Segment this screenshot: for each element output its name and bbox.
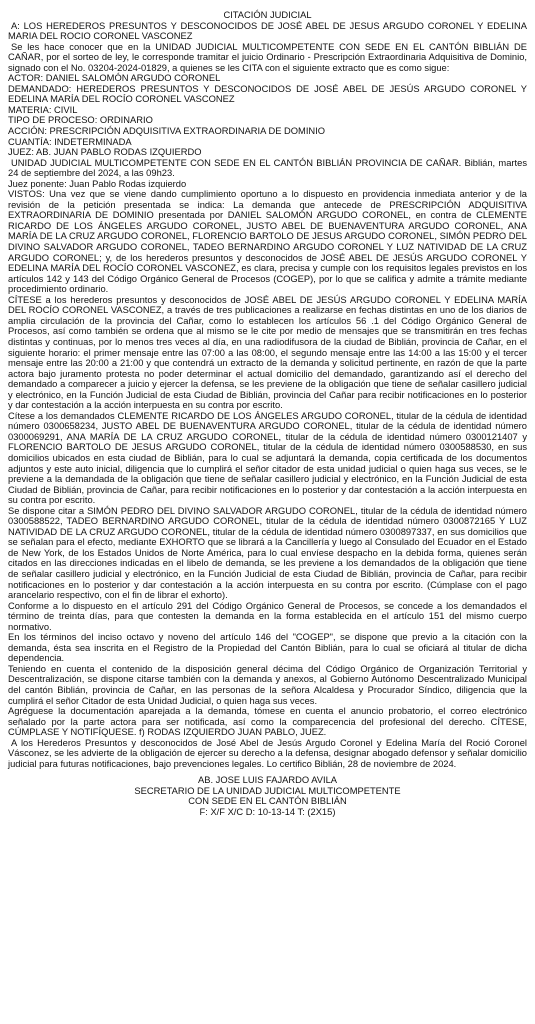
field-tipo-proceso: TIPO DE PROCESO: ORDINARIO <box>8 115 153 126</box>
notice-addressee: A: LOS HEREDEROS PRESUNTOS Y DESCONOCIDOS DE JOSÉ ABEL DE JESUS ARGUDO CORONEL Y EDELINA MARIA DEL ROCIO CORONEL VASCONEZ <box>8 20 527 42</box>
signature-role: SECRETARIO DE LA UNIDAD JUDICIAL MULTICOMPETENTE <box>134 785 401 796</box>
signature-code: F: X/F X/C D: 10-13-14 T: (2X15) <box>199 807 336 818</box>
field-actor: ACTOR: DANIEL SALOMÓN ARGUDO CORONEL <box>8 73 221 84</box>
field-demandado: DEMANDADO: HEREDEROS PRESUNTOS Y DESCONOCIDOS DE JOSÉ ABEL DE JESÚS ARGUDO CORONEL Y EDELINA MARÍA DEL ROCÍO CORONEL VASCONEZ <box>8 83 527 105</box>
field-materia: MATERIA: CIVIL <box>8 104 78 115</box>
signature-block <box>8 775 527 817</box>
paragraph-vistos: VISTOS: Una vez que se viene dando cumplimiento oportuno a lo dispuesto en providencia inmediata anterior y de la revisión de la petición presentada se indica: La demanda que antecede de PRESCRIPCIÓN ADQUISITIVA EXTRAORDINARIA DE DOMINIO presentada por DANIEL SALOMÓN ARGUDO CORONEL, en contra de CLEMENTE RICARDO DE LOS ÁNGELES ARGUDO CORONEL, JUSTO ABEL DE BUENAVENTURA ARGUDO CORONEL, ANA MARÍA DE LA CRUZ ARGUDO CORONEL, FLORENCIO BARTOLO DE JESUS ARGUDO CORONEL, SIMÓN PEDRO DEL DIVINO SALVADOR ARGUDO CORONEL, TADEO BERNARDINO ARGUDO CORONEL Y LUZ NATIVIDAD DE LA CRUZ ARGUDO CORONEL; y, de los herederos presuntos y desconocidos de JOSÉ ABEL DE JESÚS ARGUDO CORONEL Y EDELINA MARÍA DEL ROCÍO CORONEL VASCONEZ, es clara, precisa y cumple con los requisitos legales previstos en los artículos 142 y 143 del Código Orgánico General de Procesos (COGEP), por lo que se califica y admite a trámite mediante procedimiento ordinario. <box>8 189 527 295</box>
field-cuantia: CUANTÍA: INDETERMINADA <box>8 136 132 147</box>
signature-seat: CON SEDE EN EL CANTÓN BIBLIÁN <box>188 796 347 807</box>
paragraph-citese-herederos: CÍTESE a los herederos presuntos y desconocidos de JOSÉ ABEL DE JESÚS ARGUDO CORONEL Y EDELINA MARÍA DEL ROCÍO CORONEL VASCONEZ, a través de tres publicaciones a realizarse en fechas distintas en uno de los diarios de amplia circulación de la provincia del Cañar, como lo establecen los artículos 56 .1 del Código Orgánico General de Procesos, así como también se ordena que al mismo se le cite por medio de mensajes que se transmitirán en tres fechas distintas y continuas, por lo menos tres veces al día, en una radiodifusora de la ciudad de Biblián, provincia de Cañar, en el siguiente horario: el primer mensaje entre las 07:00 a las 08:00, el segundo mensaje entre las 14:00 a las 15:00 y el tercer mensaje entre las 20:00 a 21:00 y que contendrá un extracto de la demanda y solicitud pertinente, en razón de que la parte actora bajo juramento protesta no poder determinar el actual domicilio del demandado, garantizando así el derecho del demandado a comparecer a juicio y ejercer la defensa, se les previene de la obligación que tiene de señalar casillero judicial y electrónico, en la Función Judicial de esta Ciudad de Biblián, provincia del Cañar para recibir notificaciones en lo posterior y dar contestación a la acción interpuesta en su contra por escrito. <box>8 294 527 411</box>
field-juez: JUEZ: AB. JUAN PABLO RODAS IZQUIERDO <box>8 147 202 158</box>
paragraph-registro: En los términos del inciso octavo y noveno del artículo 146 del "COGEP", se dispone que previo a la citación con la demanda, ésta sea inscrita en el Registro de la Propiedad del Cantón Biblián, para lo cual se oficiará al titular de dicha dependencia. <box>8 632 527 664</box>
notice-title: CITACIÓN JUDICIAL <box>223 10 312 20</box>
paragraph-citese-demandados: Cítese a los demandados CLEMENTE RICARDO DE LOS ÁNGELES ARGUDO CORONEL, titular de la cédula de identidad número 0300658234, JUSTO ABEL DE BUENAVENTURA ARGUDO CORONEL, titular de la cédula de identidad número 0300069291, ANA MARÍA DE LA CRUZ ARGUDO CORONEL, titular de la cédula de identidad número 0300121407 y FLORENCIO BARTOLO DE JESUS ARGUDO CORONEL, titular de la cédula de identidad número 0300588530, en sus domicilios ubicados en esta ciudad de Biblián, para lo cual se adjuntará la demanda, copia certificada de los documentos adjuntos y este auto inicial, diligencia que lo cumplirá el señor citador de esta unidad judicial o quien haga sus veces, se le previene a la demandada de la obligación que tiene de señalar casillero judicial y electrónico, en la Función Judicial de esta Ciudad de Biblián, provincia de Cañar, para recibir notificaciones en lo posterior y dar contestación a la acción interpuesta en su contra por escrito. <box>8 410 527 506</box>
judge-line: Juez ponente: Juan Pablo Rodas izquierdo <box>8 178 187 189</box>
paragraph-termino: Conforme a lo dispuesto en el artículo 291 del Código Orgánico General de Procesos, se concede a los demandados el término de treinta días, para que contesten la demanda en la forma establecida en el artículo 151 del mismo cuerpo normativo. <box>8 600 527 632</box>
paragraph-agreguese: Agréguese la documentación aparejada a la demanda, tómese en cuenta el anuncio probatorio, el correo electrónico señalado por la parte actora para ser notificada, así como la comparecencia del profesional del derecho. CÍTESE, CÚMPLASE Y NOTIFÍQUESE. f) RODAS IZQUIERDO JUAN PABLO, JUEZ. <box>8 706 527 738</box>
paragraph-advertencia: A los Herederos Presuntos y desconocidos de José Abel de Jesús Argudo Coronel y Edelina María del Roció Coronel Vásconez, se les advierte de la obligación de ejercer su derecho a la defensa, designar abogado defensor y señalar domicilio judicial para futuras notificaciones, bajo prevenciones legales. Lo certifico Biblián, 28 de noviembre de 2024. <box>8 737 527 769</box>
paragraph-gad: Teniendo en cuenta el contenido de la disposición general décima del Código Orgánico de Organización Territorial y Descentralización, se dispone citarse también con la demanda y anexos, al Gobierno Autónomo Descentralizado Municipal del cantón Biblián, provincia de Cañar, en las personas de la señora Alcaldesa y Procurador Síndico, diligencia que la cumplirá el señor Citador de esta Unidad Judicial, o quien haga sus veces. <box>8 663 527 706</box>
signature-name: AB. JOSE LUIS FAJARDO AVILA <box>198 775 337 786</box>
paragraph-exhorto: Se dispone citar a SIMÓN PEDRO DEL DIVINO SALVADOR ARGUDO CORONEL, titular de la cédula de identidad número 0300588522, TADEO BERNARDINO ARGUDO CORONEL, titular de la cédula de identidad número 0300872165 Y LUZ NATIVIDAD DE LA CRUZ ARGUDO CORONEL, titular de la cédula de identidad número 0300897337, en sus domicilios que se señalan para el efecto, mediante EXHORTO que se librará a la Cancillería y luego al Consulado del Ecuador en el Estado de New York, de los Estados Unidos de Norte América, para lo cual envíese despacho en la debida forma, quienes serán citados en las direcciones indicadas en el libelo de demanda, se les previene a los demandados de la obligación que tiene de señalar casillero judicial y electrónico, en la Función Judicial de esta Ciudad de Biblián, provincia de Cañar, para recibir notificaciones en lo posterior y dar contestación a la acción interpuesta en su contra por escrito. (Cúmplase con el pago arancelario respectivo, con el fin de librar el exhorto). <box>8 505 527 601</box>
court-header: UNIDAD JUDICIAL MULTICOMPETENTE CON SEDE EN EL CANTÓN BIBLIÁN PROVINCIA DE CAÑAR. Biblián, martes 24 de septiembre del 2024, a las 09h23. <box>8 157 527 179</box>
notice-intro: Se les hace conocer que en la UNIDAD JUDICIAL MULTICOMPETENTE CON SEDE EN EL CANTÓN BIBLIÁN DE CAÑAR, por el sorteo de ley, le corresponde tramitar el juicio Ordinario - Prescripción Extraordinaria Adquisitiva de Dominio, signado con el No. 03204-2024-01829, a quienes se les CITA con el siguiente extracto que es como sigue: <box>8 41 527 73</box>
field-accion: ACCIÓN: PRESCRIPCIÓN ADQUISITIVA EXTRAORDINARIA DE DOMINIO <box>8 126 326 137</box>
